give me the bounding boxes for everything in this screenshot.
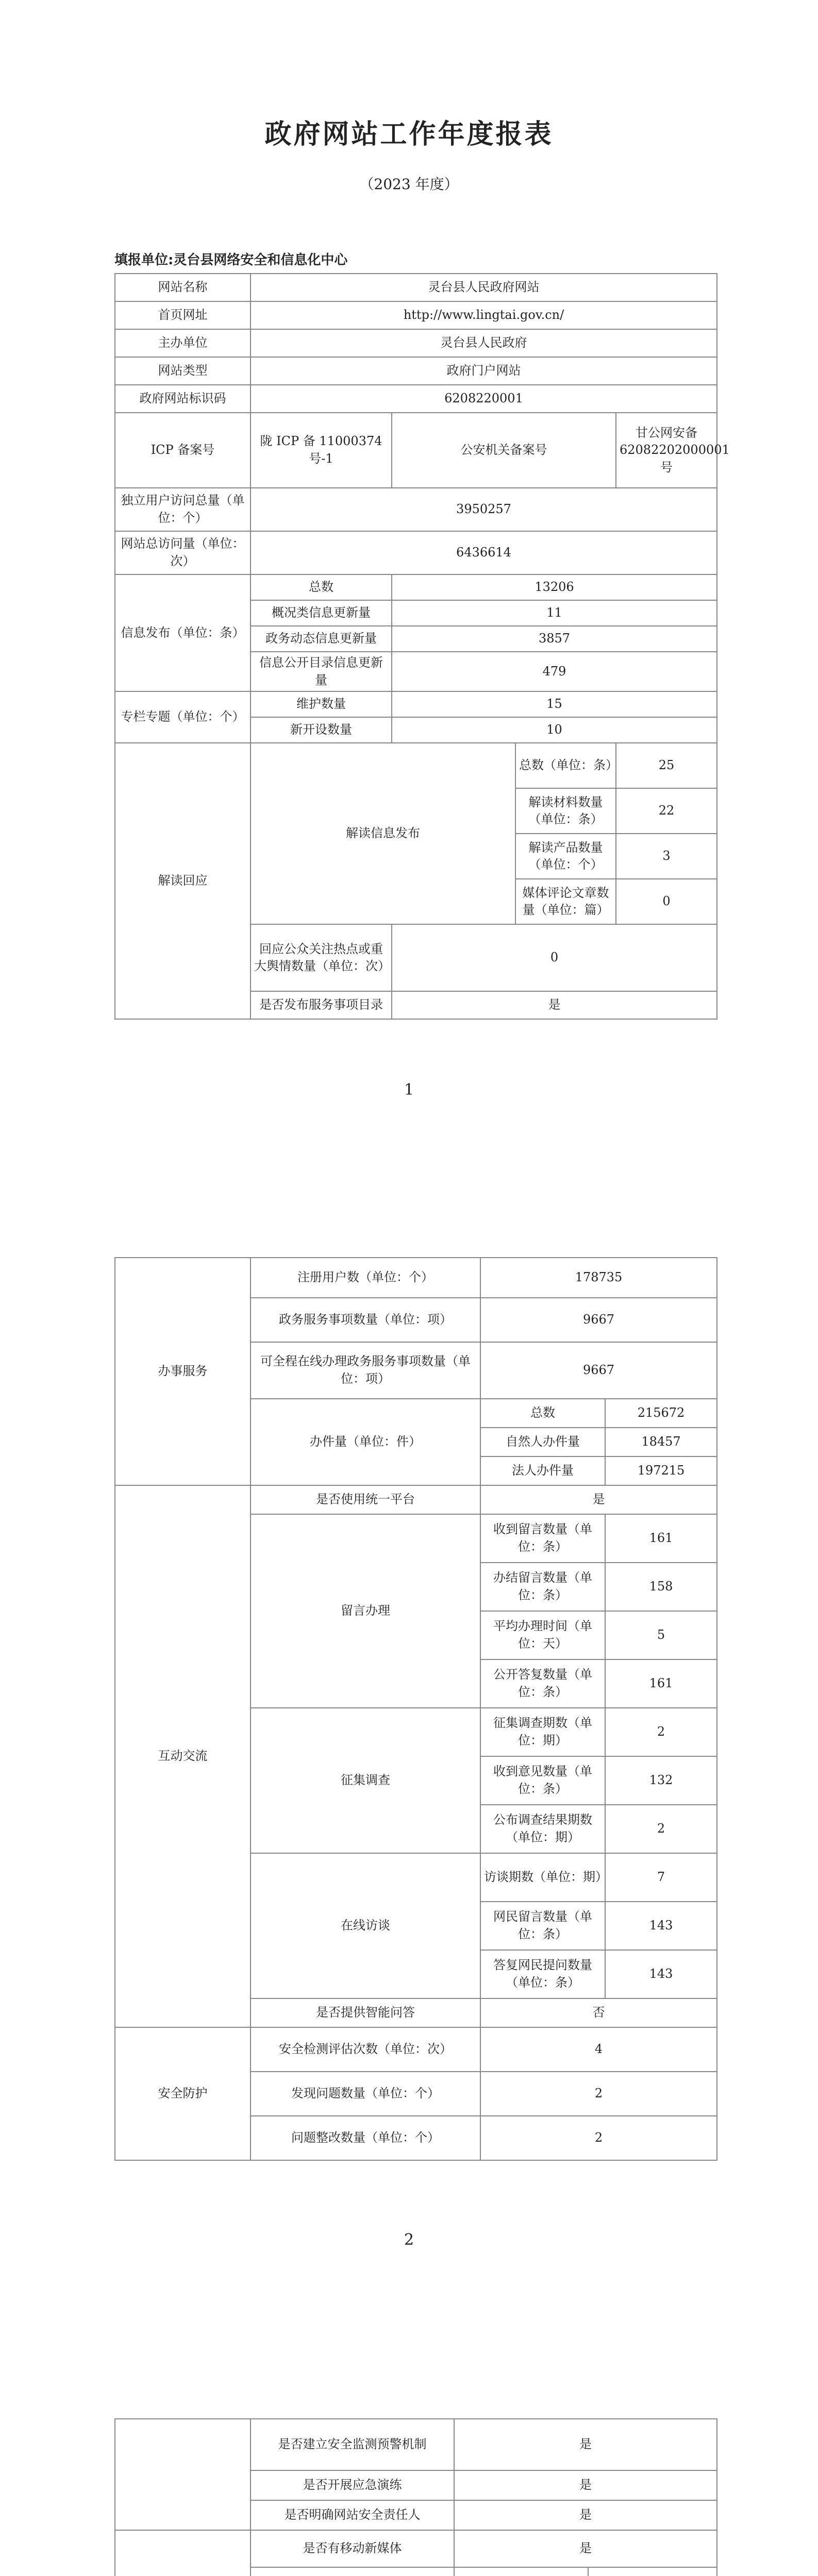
label: 政务服务事项数量（单位：项） — [251, 1298, 480, 1342]
site-host: 灵台县人民政府 — [251, 329, 717, 357]
label: 网民留言数量（单位：条） — [480, 1902, 605, 1950]
label: 安全防护 — [115, 2027, 251, 2160]
service-online: 9667 — [480, 1342, 717, 1399]
label: 发现问题数量（单位：个） — [251, 2072, 480, 2116]
security-fixed: 2 — [480, 2116, 717, 2160]
weibo-name — [588, 2567, 717, 2576]
site-type: 政府门户网站 — [251, 357, 717, 385]
label — [115, 2530, 251, 2576]
survey-result: 2 — [605, 1805, 717, 1853]
label: 是否提供智能问答 — [251, 1998, 480, 2027]
label: 是否有移动新媒体 — [251, 2530, 454, 2567]
label: 收到留言数量（单位：条） — [480, 1514, 605, 1563]
label: 网站总访问量（单位：次） — [115, 531, 251, 574]
label: 网站类型 — [115, 357, 251, 385]
page-title: 政府网站工作年度报表 — [264, 119, 554, 150]
label: 主办单位 — [115, 329, 251, 357]
label: 自然人办件量 — [480, 1428, 605, 1456]
interp-total: 25 — [616, 743, 717, 788]
label — [115, 2419, 251, 2530]
service-reg: 178735 — [480, 1258, 717, 1298]
mobile-table — [114, 2418, 717, 2576]
mobile-has: 是 — [454, 2530, 717, 2567]
label: 解读材料数量（单位：条） — [515, 788, 616, 834]
security-eval: 4 — [480, 2027, 717, 2072]
page-number: 2 — [404, 2231, 414, 2249]
label: 法人办件量 — [480, 1456, 605, 1485]
interp-product: 3 — [616, 834, 717, 879]
label: 专栏专题（单位：个） — [115, 691, 251, 743]
label: 可全程在线办理政务服务事项数量（单位：项） — [251, 1342, 480, 1399]
label: 维护数量 — [251, 691, 392, 717]
label: 办结留言数量（单位：条） — [480, 1563, 605, 1611]
label: 解读回应 — [115, 743, 251, 1019]
survey-num: 2 — [605, 1708, 717, 1756]
interact-unified: 是 — [480, 1485, 717, 1514]
label: 征集调查 — [251, 1708, 480, 1853]
label: 是否使用统一平台 — [251, 1485, 480, 1514]
info-catalog: 479 — [392, 652, 717, 691]
security-resp: 是 — [454, 2500, 717, 2530]
page-subtitle: （2023 年度） — [359, 176, 459, 193]
label: 独立用户访问总量（单位：个） — [115, 488, 251, 531]
label: 是否发布服务事项目录 — [251, 991, 392, 1019]
security-drill: 是 — [454, 2470, 717, 2500]
label: 公开答复数量（单位：条） — [480, 1659, 605, 1708]
label: 信息发布（单位：条） — [115, 574, 251, 691]
cases-total: 215672 — [605, 1399, 717, 1428]
label: 收到意见数量（单位：条） — [480, 1756, 605, 1805]
label: 公安机关备案号 — [392, 413, 616, 488]
label: 概况类信息更新量 — [251, 600, 392, 626]
label — [251, 2567, 454, 2576]
label: 注册用户数（单位：个） — [251, 1258, 480, 1298]
label: 办件量（单位：件） — [251, 1399, 480, 1485]
column-maint: 15 — [392, 691, 717, 717]
label: 总数 — [251, 574, 392, 600]
label: 是否建立安全监测预警机制 — [251, 2419, 454, 2470]
label: 媒体评论文章数量（单位：篇） — [515, 879, 616, 924]
msg-avg: 5 — [605, 1611, 717, 1659]
site-url: http://www.lingtai.gov.cn/ — [251, 301, 717, 329]
info-overview: 11 — [392, 600, 717, 626]
label: 公布调查结果期数（单位：期） — [480, 1805, 605, 1853]
label: 总数 — [480, 1399, 605, 1428]
label: 回应公众关注热点或重大舆情数量（单位：次） — [251, 924, 392, 991]
info-total: 13206 — [392, 574, 717, 600]
label: 征集调查期数（单位：期） — [480, 1708, 605, 1756]
label: 解读信息发布 — [251, 743, 515, 924]
site-name: 灵台县人民政府网站 — [251, 274, 717, 301]
security-monitor: 是 — [454, 2419, 717, 2470]
site-code: 6208220001 — [251, 385, 717, 413]
interp-catalog: 是 — [392, 991, 717, 1019]
label: 办事服务 — [115, 1258, 251, 1485]
info-affairs: 3857 — [392, 626, 717, 652]
label: ICP 备案号 — [115, 413, 251, 488]
label: 政府网站标识码 — [115, 385, 251, 413]
label: 信息公开目录信息更新量 — [251, 652, 392, 691]
msg-done: 158 — [605, 1563, 717, 1611]
label: 在线访谈 — [251, 1853, 480, 1998]
ans-num: 143 — [605, 1950, 717, 1998]
label: 答复网民提问数量（单位：条） — [480, 1950, 605, 1998]
site-info-table — [114, 273, 730, 1020]
survey-opinion: 132 — [605, 1756, 717, 1805]
security-found: 2 — [480, 2072, 717, 2116]
label: 访谈期数（单位：期） — [480, 1853, 605, 1902]
label: 留言办理 — [251, 1514, 480, 1708]
cases-natural: 18457 — [605, 1428, 717, 1456]
service-table — [114, 1257, 717, 2161]
label: 首页网址 — [115, 301, 251, 329]
netq-num: 143 — [605, 1902, 717, 1950]
filler-unit: 填报单位:灵台县网络安全和信息化中心 — [114, 252, 348, 268]
pv-value: 6436614 — [251, 531, 717, 574]
icp-number: 陇 ICP 备 11000374 号-1 — [251, 413, 392, 488]
cases-legal: 197215 — [605, 1456, 717, 1485]
msg-public: 161 — [605, 1659, 717, 1708]
page-number: 1 — [404, 1081, 414, 1099]
msg-recv: 161 — [605, 1514, 717, 1563]
interp-material: 22 — [616, 788, 717, 834]
label — [454, 2567, 588, 2576]
label: 总数（单位：条） — [515, 743, 616, 788]
label: 是否明确网站安全责任人 — [251, 2500, 454, 2530]
label: 政务动态信息更新量 — [251, 626, 392, 652]
label: 安全检测评估次数（单位：次） — [251, 2027, 480, 2072]
interact-smart: 否 — [480, 1998, 717, 2027]
label: 是否开展应急演练 — [251, 2470, 454, 2500]
uv-value: 3950257 — [251, 488, 717, 531]
label: 网站名称 — [115, 274, 251, 301]
talk-num: 7 — [605, 1853, 717, 1902]
label: 平均办理时间（单位：天） — [480, 1611, 605, 1659]
label: 解读产品数量（单位：个） — [515, 834, 616, 879]
label: 新开设数量 — [251, 717, 392, 743]
interp-respond: 0 — [392, 924, 717, 991]
psb-number: 甘公网安备 62082202000001 号 — [616, 413, 717, 488]
interp-media: 0 — [616, 879, 717, 924]
label: 互动交流 — [115, 1485, 251, 2027]
column-new: 10 — [392, 717, 717, 743]
label: 问题整改数量（单位：个） — [251, 2116, 480, 2160]
service-items: 9667 — [480, 1298, 717, 1342]
